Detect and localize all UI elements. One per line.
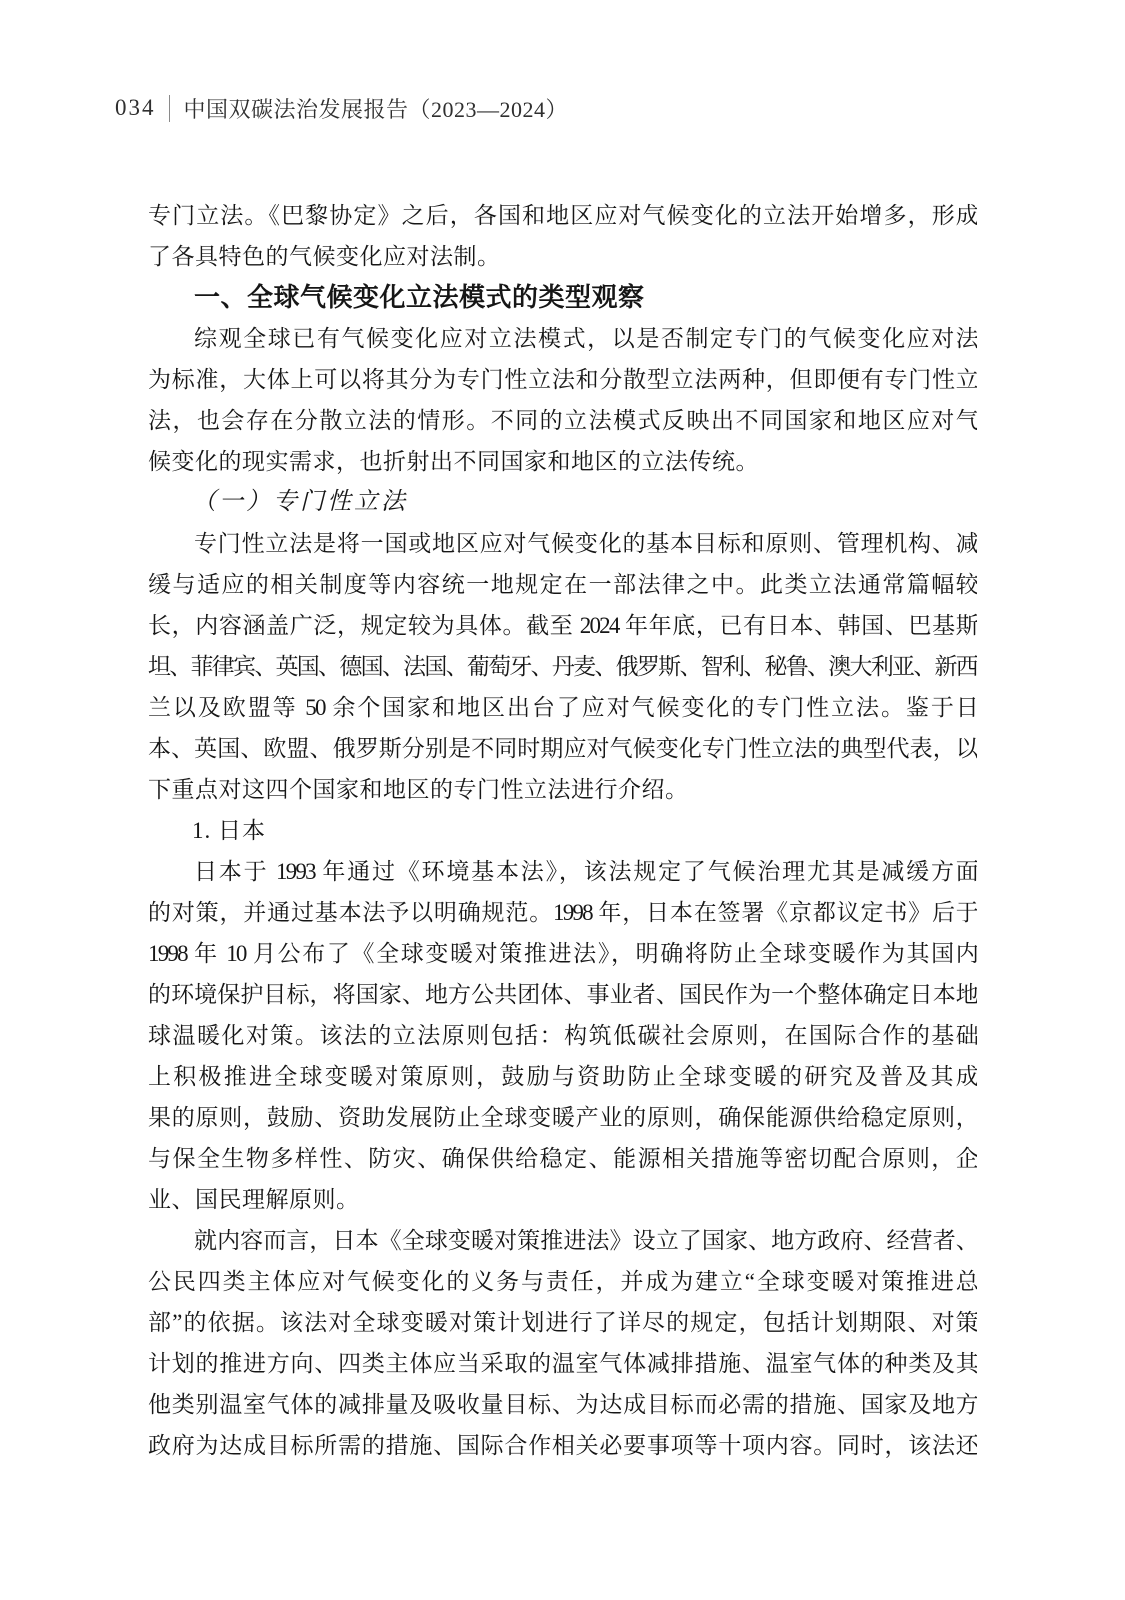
body-text-line: 候变化的现实需求，也折射出不同国家和地区的立法传统。 [148, 449, 759, 474]
body-text-line: 坦、菲律宾、英国、德国、法国、葡萄牙、丹麦、俄罗斯、智利、秘鲁、澳大利亚、新西 [148, 654, 977, 679]
body-text-line: 专门立法。《巴黎协定》之后，各国和地区应对气候变化的立法开始增多，形成 [148, 203, 977, 228]
body-text-line: 的环境保护目标，将国家、地方公共团体、事业者、国民作为一个整体确定日本地 [148, 982, 977, 1007]
body-text [148, 195, 977, 1466]
body-text-line: 长，内容涵盖广泛，规定较为具体。截至 2024 年年底，已有日本、韩国、巴基斯 [148, 613, 977, 638]
body-text-line: 兰以及欧盟等 50 余个国家和地区出台了应对气候变化的专门性立法。鉴于日 [148, 695, 977, 720]
body-text-line: 果的原则，鼓励、资助发展防止全球变暖产业的原则，确保能源供给稳定原则， [148, 1105, 977, 1130]
body-text-line: 了各具特色的气候变化应对法制。 [148, 244, 501, 269]
body-text-line: 就内容而言，日本《全球变暖对策推进法》设立了国家、地方政府、经营者、 [194, 1228, 977, 1253]
body-text-line: 部”的依据。该法对全球变暖对策计划进行了详尽的规定，包括计划期限、对策 [148, 1310, 977, 1335]
body-text-line: 球温暖化对策。该法的立法原则包括：构筑低碳社会原则，在国际合作的基础 [148, 1023, 977, 1048]
running-header [115, 92, 568, 124]
subsection-heading: （一）专门性立法 [192, 489, 408, 515]
body-text-line: 缓与适应的相关制度等内容统一地规定在一部法律之中。此类立法通常篇幅较 [148, 572, 977, 597]
book-title: 中国双碳法治发展报告（2023—2024） [183, 96, 569, 122]
item-heading: 1. 日本 [192, 818, 266, 843]
body-text-line: 的对策，并通过基本法予以明确规范。1998 年，日本在签署《京都议定书》后于 [148, 900, 977, 925]
header-divider [169, 95, 170, 122]
body-text-line: 业、国民理解原则。 [148, 1187, 360, 1212]
body-text-line: 专门性立法是将一国或地区应对气候变化的基本目标和原则、管理机构、减 [194, 531, 977, 556]
body-text-line: 综观全球已有气候变化应对立法模式，以是否制定专门的气候变化应对法 [194, 326, 977, 351]
body-text-line: 为标准，大体上可以将其分为专门性立法和分散型立法两种，但即便有专门性立 [148, 367, 977, 392]
body-text-line: 他类别温室气体的减排量及吸收量目标、为达成目标而必需的措施、国家及地方 [148, 1392, 977, 1417]
body-text-line: 下重点对这四个国家和地区的专门性立法进行介绍。 [148, 777, 689, 802]
body-text-line: 上积极推进全球变暖对策原则，鼓励与资助防止全球变暖的研究及普及其成 [148, 1064, 977, 1089]
body-text-line: 与保全生物多样性、防灾、确保供给稳定、能源相关措施等密切配合原则，企 [148, 1146, 977, 1171]
section-heading: 一、全球气候变化立法模式的类型观察 [194, 282, 645, 312]
body-text-line: 日本于 1993 年通过《环境基本法》，该法规定了气候治理尤其是减缓方面 [194, 859, 977, 884]
body-text-line: 1998 年 10 月公布了《全球变暖对策推进法》，明确将防止全球变暖作为其国内 [148, 941, 977, 966]
body-text-line: 公民四类主体应对气候变化的义务与责任，并成为建立“全球变暖对策推进总 [148, 1269, 977, 1294]
body-text-line: 本、英国、欧盟、俄罗斯分别是不同时期应对气候变化专门性立法的典型代表，以 [148, 736, 977, 761]
body-text-line: 政府为达成目标所需的措施、国际合作相关必要事项等十项内容。同时，该法还 [148, 1433, 977, 1458]
page-number: 034 [115, 95, 156, 120]
body-text-line: 法，也会存在分散立法的情形。不同的立法模式反映出不同国家和地区应对气 [148, 408, 977, 433]
body-text-line: 计划的推进方向、四类主体应当采取的温室气体减排措施、温室气体的种类及其 [148, 1351, 977, 1376]
